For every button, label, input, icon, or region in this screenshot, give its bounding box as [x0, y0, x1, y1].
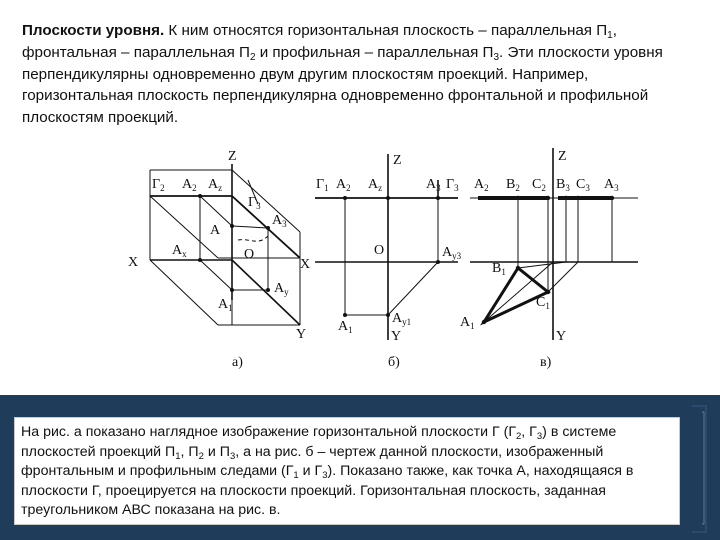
- label-g3: $Г_3$: [248, 195, 261, 211]
- label-g1: $Г_1$: [316, 177, 329, 193]
- intro-text: и профильная – параллельная П: [255, 43, 494, 61]
- caption-panel: [0, 395, 720, 540]
- caption-c: в): [540, 355, 552, 370]
- caption-text: На рис. а показано наглядное изображение горизонтальной плоскости Г ($Г_2$, $Г_3$) в системе плоскостей проекций $П_1$, $П_2$ и $П_3$, а на рис. б – чертеж данной плоскости, изображенный фронтальным и профильным следами ($Г_1$ и $Г_3$). Показано также, как точка А, находящаяся в плоскости Г, проецируется на плоскости проекций. Горизонтальная плоскость, заданная треугольником АВС показана на рис. в.: [21, 424, 634, 519]
- label-a1: $A_1$: [460, 315, 475, 331]
- intro-paragraph: [22, 20, 702, 129]
- label-o: O: [374, 243, 385, 258]
- intro-sub: 3: [493, 51, 499, 63]
- figure-b-points: [343, 196, 440, 317]
- label-a2: $A_2$: [182, 177, 197, 193]
- label-ay: $A_y$: [274, 281, 289, 297]
- label-o: O: [244, 247, 255, 262]
- label-g2: $Г_2$: [152, 177, 165, 193]
- label-a3: $A_3$: [426, 177, 441, 193]
- intro-text: . Эти плоскости уровня перпендикулярны одновременно двум другим плоскостям проекций. Например, горизонтальная плоскость перпендикулярна одновременно фронтальной и профильной плоскостям проекций.: [22, 43, 663, 127]
- label-ay1: $A_{y1}$: [392, 311, 412, 327]
- label-a2: $A_2$: [474, 177, 489, 193]
- intro-text: , фронтальная – параллельная П: [22, 22, 617, 61]
- figure-area: [0, 140, 720, 390]
- label-c2: $C_2$: [532, 177, 546, 193]
- intro-text: К ним относятся горизонтальная плоскость – параллельная П: [164, 22, 608, 39]
- label-az: $A_z$: [208, 177, 223, 193]
- label-b3: $B_3$: [556, 177, 570, 193]
- label-a1: $A_1$: [218, 297, 233, 313]
- caption-box: [14, 417, 680, 525]
- decorative-bracket-icon: [690, 404, 708, 534]
- intro-heading: Плоскости уровня.: [22, 22, 165, 39]
- label-a3: $A_3$: [604, 177, 619, 193]
- label-a3: $A_3$: [272, 213, 287, 229]
- label-y: Y: [296, 327, 307, 342]
- label-z: Z: [558, 149, 567, 164]
- label-y: Y: [391, 329, 402, 344]
- label-g3: $Г_3$: [446, 177, 459, 193]
- figure-drawing: [0, 140, 720, 390]
- label-az: $A_z$: [368, 177, 383, 193]
- label-y: Y: [556, 329, 567, 344]
- label-ay3: $A_{y3}$: [442, 245, 462, 261]
- label-c1: $C_1$: [536, 295, 550, 311]
- label-x: X: [128, 255, 139, 270]
- intro-sub: 2: [249, 51, 256, 63]
- label-a: A: [210, 223, 221, 238]
- label-z: Z: [393, 153, 402, 168]
- caption-a: а): [232, 355, 243, 370]
- label-a2: $A_2$: [336, 177, 351, 193]
- intro-sub: 1: [607, 30, 613, 41]
- label-x: X: [300, 257, 311, 272]
- caption-b: б): [388, 355, 400, 370]
- label-a1: $A_1$: [338, 319, 353, 335]
- label-ax: $A_x$: [172, 243, 187, 259]
- label-b1: $B_1$: [492, 261, 506, 277]
- figure-c-labels: [460, 149, 619, 370]
- label-c3: $C_3$: [576, 177, 590, 193]
- label-z: Z: [228, 149, 237, 164]
- label-b2: $B_2$: [506, 177, 520, 193]
